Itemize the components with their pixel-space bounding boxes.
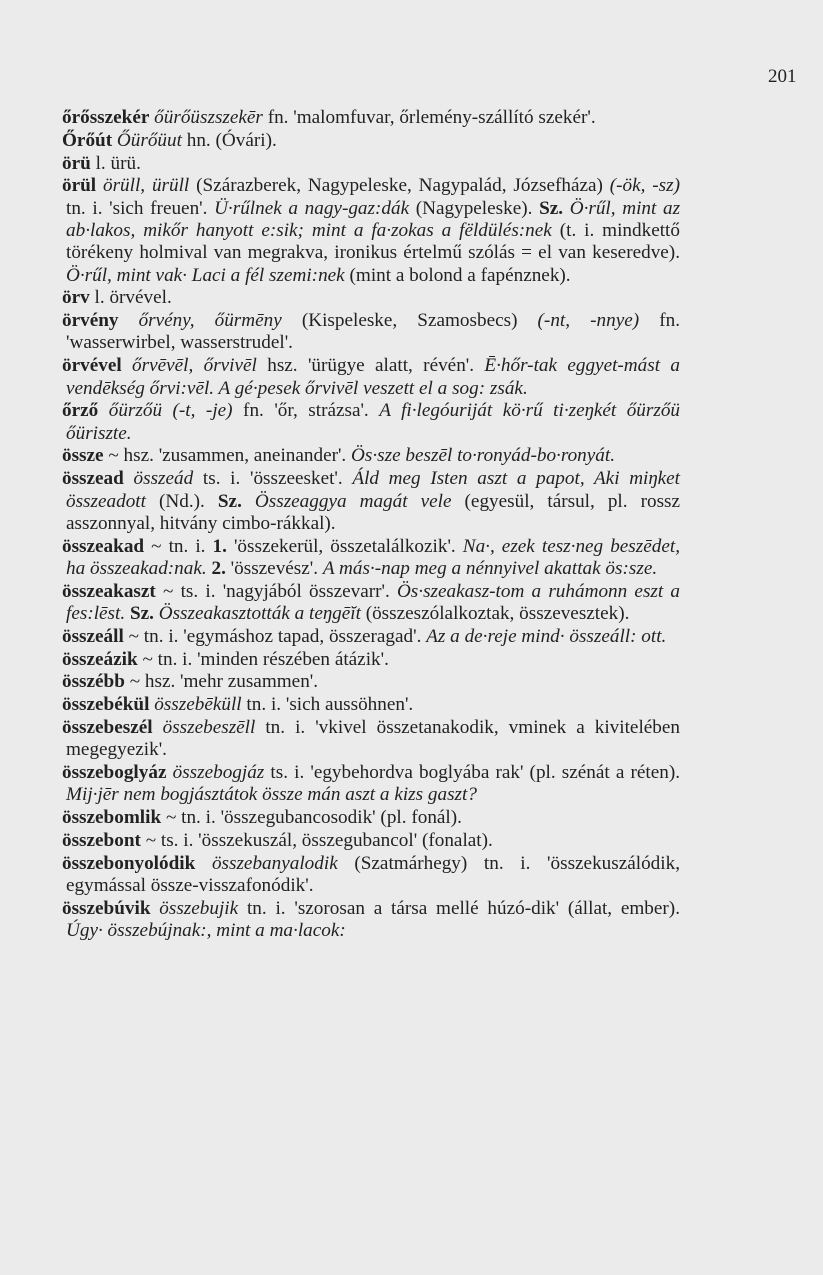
entry-italic-text: A fi·legóuriját kö·rű ti·zeŋkét őürzőü őüriszte. bbox=[66, 400, 681, 444]
entry-bold-marker: Sz. bbox=[129, 603, 154, 625]
entry-text: (t. i. mindkettő törékeny holmival van megrakva, ironikus értelmű szólás = el van keseredve). bbox=[66, 219, 680, 264]
entry-italic-text: őürőüszszekēr bbox=[154, 107, 263, 128]
entry-headword: összebeszél bbox=[62, 717, 153, 739]
entry-text bbox=[98, 400, 109, 421]
entry-text: ~ tn. i. 'minden részében átázik'. bbox=[137, 648, 389, 670]
dictionary-entry bbox=[62, 626, 680, 648]
entry-italic-text: Na·, ezek tesz·neg beszēdet, ha összeakad:nak. bbox=[66, 535, 680, 579]
entry-italic-text: Mij·jēr nem bogjásztátok össze mán aszt a kizs gaszt? bbox=[66, 784, 477, 806]
entry-headword: összead bbox=[62, 468, 124, 490]
entry-text: tn. i. 'vkivel összetanakodik, vminek a kivitelében megegyezik'. bbox=[66, 717, 681, 761]
entry-italic-text: összebanyalodik bbox=[211, 852, 338, 874]
dictionary-entry bbox=[62, 830, 680, 852]
entry-italic-text: örüll, ürüll bbox=[102, 175, 190, 197]
dictionary-entry bbox=[62, 581, 680, 626]
entry-bold-marker: 1. bbox=[212, 535, 227, 557]
entry-text: ~ tn. i. bbox=[144, 535, 213, 557]
dictionary-entry bbox=[62, 153, 680, 175]
entry-italic-text: Ö·rűl, mint vak· Laci a fél szemi:nek bbox=[66, 264, 345, 286]
dictionary-entry bbox=[62, 536, 680, 581]
entry-italic-text: őrvény, őürmēny bbox=[138, 310, 282, 332]
entry-italic-text: Ös·sze beszēl to·ronyád-bo·ronyát. bbox=[351, 445, 616, 467]
dictionary-entry bbox=[62, 310, 680, 355]
dictionary-entry bbox=[62, 445, 680, 467]
entry-text bbox=[195, 853, 212, 874]
entry-text: (Szárazberek, Nagypeleske, Nagypalád, Józsefháza) bbox=[189, 175, 610, 197]
entry-headword: őrző bbox=[62, 400, 99, 422]
dictionary-entry bbox=[62, 468, 680, 535]
entry-italic-text: A más·-nap meg a nénnyivel akattak ös:sze. bbox=[322, 557, 658, 579]
entry-text bbox=[563, 198, 570, 219]
entry-italic-text: (-nt, -nnye) bbox=[537, 310, 640, 332]
entry-italic-text: összebeszēll bbox=[162, 717, 256, 739]
entry-italic-text: Összeaggya magát vele bbox=[254, 490, 452, 512]
entry-text bbox=[122, 355, 132, 376]
entry-italic-text: Ü·rűlnek a nagy-gaz:dák bbox=[214, 197, 410, 219]
entry-headword: összeboglyáz bbox=[62, 762, 167, 784]
dictionary-entry bbox=[62, 355, 680, 400]
entry-text bbox=[119, 310, 139, 331]
dictionary-entry bbox=[62, 130, 680, 152]
entry-text: ~ tn. i. 'összegubancosodik' (pl. fonál). bbox=[161, 807, 462, 829]
entry-text: ts. i. 'összeesket'. bbox=[193, 468, 353, 490]
entry-bold-marker: 2. bbox=[211, 557, 226, 579]
entry-bold-marker: Sz. bbox=[539, 197, 564, 219]
entry-text bbox=[96, 175, 103, 196]
entry-text: 'összekerül, összetalálkozik'. bbox=[226, 535, 463, 557]
entry-headword: összebonyolódik bbox=[62, 852, 196, 874]
entry-text: tn. i. 'szorosan a társa mellé húzó-dik' (állat, ember). bbox=[238, 897, 680, 919]
entry-italic-text: Ö·rűl, mint az ab·lakos, mikőr hanyott e:sik; mint a fa·zokas a fëldülés:nek bbox=[66, 197, 681, 241]
dictionary-entry bbox=[62, 671, 680, 693]
dictionary-entry bbox=[62, 287, 680, 309]
entry-text: ~ hsz. 'mehr zusammen'. bbox=[124, 671, 319, 693]
entry-text: fn. 'malomfuvar, őrlemény-szállító szekér'. bbox=[262, 107, 596, 128]
entry-text bbox=[242, 491, 255, 512]
dictionary-entry bbox=[62, 649, 680, 671]
entry-text: (összeszólalkoztak, összevesztek). bbox=[360, 603, 630, 625]
entry-headword: örvény bbox=[62, 310, 119, 332]
entry-text: hn. (Óvári). bbox=[181, 129, 277, 151]
entry-text bbox=[153, 717, 163, 738]
entry-text: tn. i. 'sich freuen'. bbox=[66, 197, 215, 219]
entry-text: ~ hsz. 'zusammen, aneinander'. bbox=[103, 445, 352, 467]
dictionary-entry bbox=[62, 400, 680, 445]
entry-text: fn. 'őr, strázsa'. bbox=[232, 400, 380, 422]
entry-italic-text: (-ök, -sz) bbox=[609, 175, 680, 197]
entry-headword: összeázik bbox=[62, 648, 138, 670]
entry-text: hsz. 'ürügye alatt, révén'. bbox=[256, 355, 485, 377]
entry-headword: össze bbox=[62, 445, 104, 467]
entry-italic-text: Összeakasztották a teŋgēĭt bbox=[158, 603, 361, 625]
entry-italic-text: Áld meg Isten aszt a papot, Aki miŋket összeadott bbox=[66, 468, 681, 512]
entry-text: 'összevész'. bbox=[225, 557, 323, 579]
entry-italic-text: Úgy· összebújnak:, mint a ma·lacok: bbox=[66, 920, 346, 942]
entry-text: l. ürü. bbox=[90, 152, 141, 174]
dictionary-entry bbox=[62, 717, 680, 762]
entry-text: fn. 'wasserwirbel, wasserstrudel'. bbox=[66, 310, 680, 354]
dictionary-entry bbox=[62, 107, 680, 129]
entry-text: ~ ts. i. 'összekuszál, összegubancol' (fonalat). bbox=[140, 830, 493, 851]
entry-headword: őrősszekér bbox=[62, 107, 150, 128]
entry-italic-text: összebogjáz bbox=[172, 762, 265, 784]
entry-headword: összebont bbox=[62, 830, 141, 851]
entry-italic-text: Őürőüut bbox=[116, 129, 182, 151]
entry-italic-text: őürzőü (-t, -je) bbox=[108, 400, 233, 422]
entry-italic-text: Az a de·reje mind· összeáll: ott. bbox=[426, 625, 667, 647]
entry-text: ~ tn. i. 'egymáshoz tapad, összeragad'. bbox=[123, 625, 427, 647]
entry-headword: Őrőút bbox=[62, 129, 113, 151]
entry-text: tn. i. 'sich aussöhnen'. bbox=[241, 694, 414, 716]
entry-headword: összebékül bbox=[62, 694, 150, 716]
entry-headword: örü bbox=[62, 152, 91, 174]
dictionary-entry bbox=[62, 898, 680, 943]
entry-text: (mint a bolond a fapénznek). bbox=[344, 264, 571, 286]
entry-italic-text: összebujik bbox=[159, 897, 239, 919]
entry-headword: örül bbox=[62, 175, 97, 197]
entry-italic-text: őrvēvēl, őrvivēl bbox=[132, 355, 257, 377]
entry-italic-text: összebēküll bbox=[154, 694, 242, 716]
dictionary-entry bbox=[62, 762, 680, 807]
entry-headword: örv bbox=[62, 287, 90, 309]
dictionary-entry bbox=[62, 853, 680, 898]
entry-text: l. örvével. bbox=[89, 287, 172, 309]
entry-text: (Nd.). bbox=[145, 490, 218, 512]
entry-headword: összeakad bbox=[62, 535, 145, 557]
dictionary-column bbox=[62, 107, 680, 943]
dictionary-entry bbox=[62, 694, 680, 716]
entry-italic-text: Ē·hőr-tak eggyet-mást a vendēkség őrvi:vēl. A gé·pesek őrvivēl veszett el a sog: zsák. bbox=[66, 355, 680, 399]
dictionary-entry bbox=[62, 807, 680, 829]
entry-headword: összebúvik bbox=[62, 897, 151, 919]
entry-text: ts. i. 'egybehordva boglyába rak' (pl. szénát a réten). bbox=[264, 762, 681, 784]
entry-text: (Nagypeleske). bbox=[409, 197, 540, 219]
entry-bold-marker: Sz. bbox=[217, 490, 242, 512]
entry-headword: összeáll bbox=[62, 625, 124, 647]
entry-italic-text: összeád bbox=[133, 468, 194, 490]
dictionary-entry bbox=[62, 175, 680, 286]
entry-text: (Kispeleske, Szamosbecs) bbox=[281, 310, 538, 332]
entry-text: (egyesül, társul, pl. rossz asszonnyal, hitvány cimbo-rákkal). bbox=[66, 490, 681, 534]
entry-italic-text: Ös·szeakasz-tom a ruhámonn eszt a fes:lēst. bbox=[66, 580, 680, 625]
entry-headword: örvével bbox=[62, 355, 122, 377]
entry-text bbox=[124, 468, 134, 489]
page-number: 201 bbox=[768, 66, 797, 87]
entry-text bbox=[151, 898, 160, 919]
entry-headword: összébb bbox=[62, 671, 125, 693]
entry-headword: összebomlik bbox=[62, 807, 162, 829]
entry-headword: összeakaszt bbox=[62, 580, 156, 602]
entry-text: ~ ts. i. 'nagyjából összevarr'. bbox=[155, 580, 397, 602]
entry-text: (Szatmárhegy) tn. i. 'összekuszálódik, egymással össze-visszafonódik'. bbox=[66, 852, 680, 897]
